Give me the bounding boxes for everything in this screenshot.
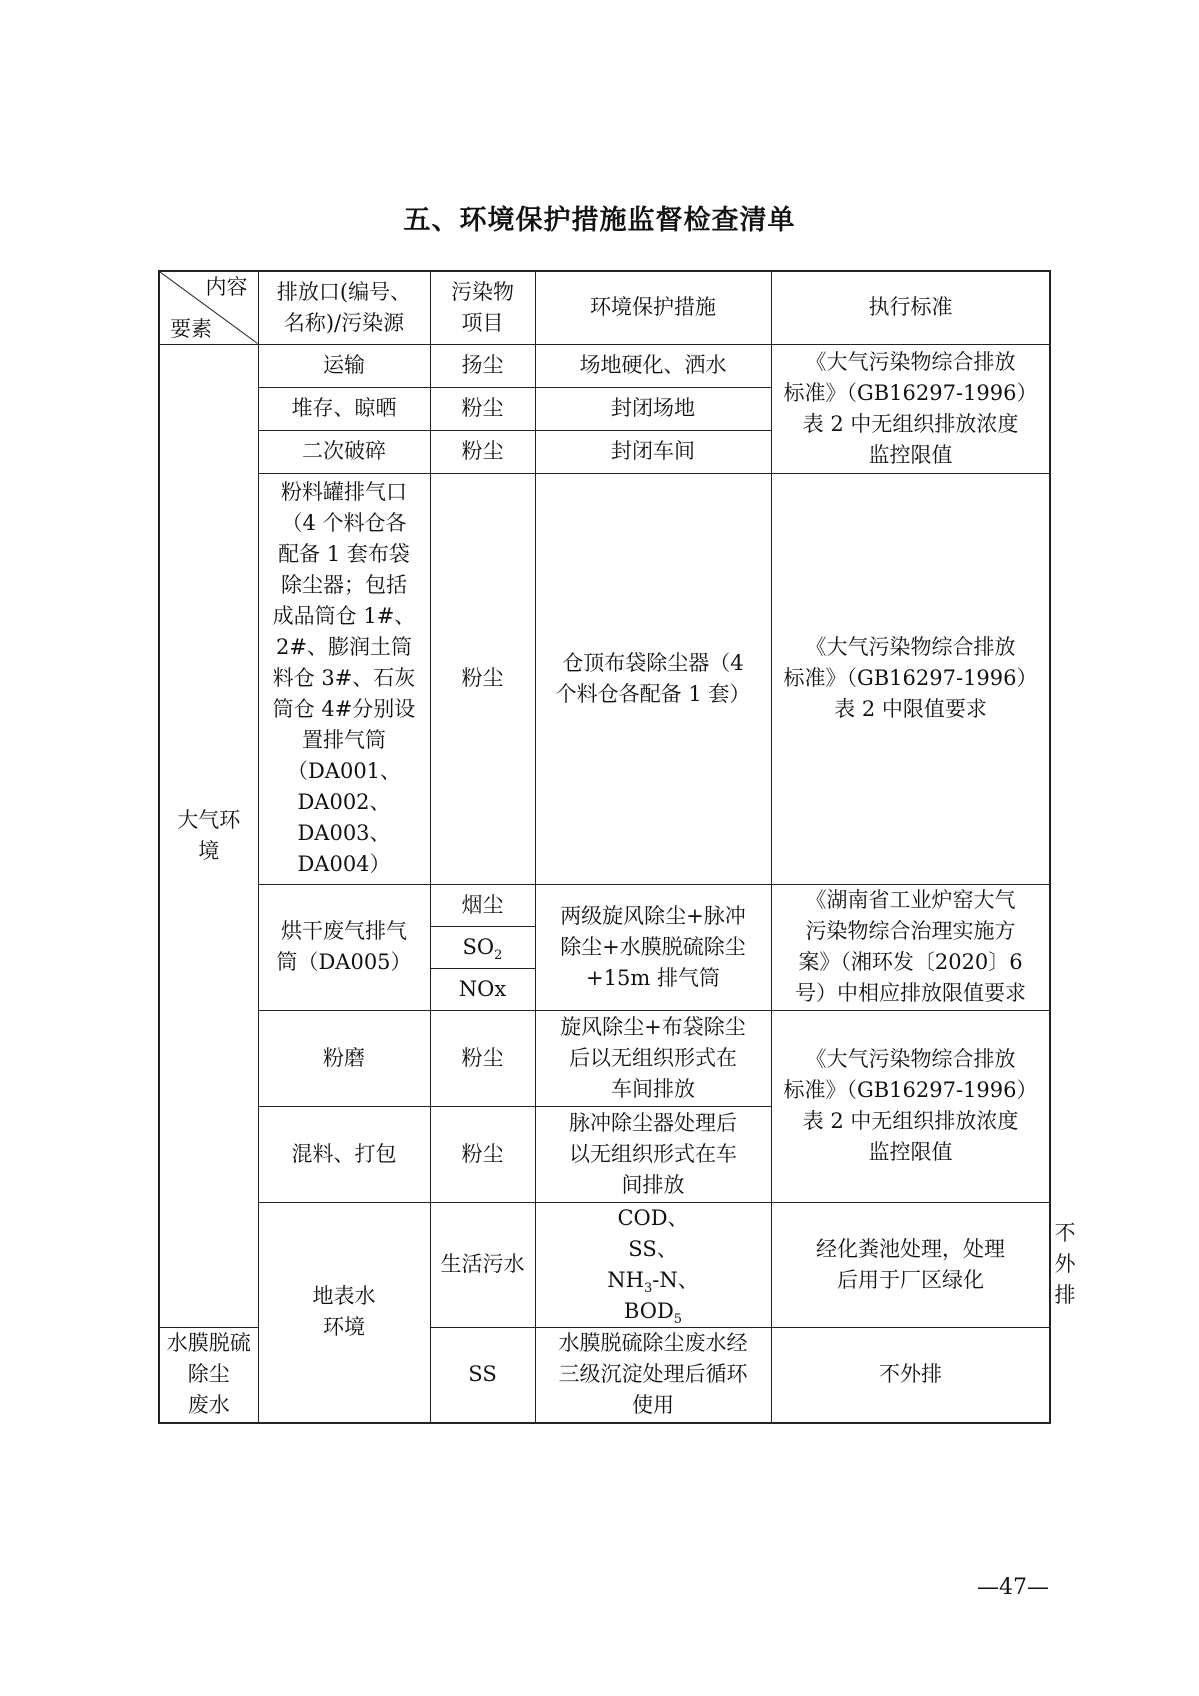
measure-cell: 场地硬化、洒水: [535, 344, 771, 387]
measure-cell: 经化粪池处理，处理 后用于厂区绿化: [771, 1202, 1050, 1327]
pollutant-cell: 粉尘: [430, 1106, 535, 1202]
header-standard: 执行标准: [771, 271, 1050, 344]
corner-header-element: 要素: [170, 316, 212, 341]
pollutant-cell: 粉尘: [430, 430, 535, 473]
measure-cell: 脉冲除尘器处理后 以无组织形式在车 间排放: [535, 1106, 771, 1202]
pollutant-cell: 扬尘: [430, 344, 535, 387]
corner-header-cell: [159, 271, 258, 344]
standard-cell: 《大气污染物综合排放 标准》（GB16297-1996） 表 2 中无组织排放浓度 监控限值: [771, 344, 1050, 473]
measure-cell: 仓顶布袋除尘器（4 个料仓各配备 1 套）: [535, 473, 771, 884]
pollutant-cell: [535, 1202, 771, 1327]
source-cell: 运输: [258, 344, 430, 387]
standard-cell: 《湖南省工业炉窑大气 污染物综合治理实施方 案》（湘环发〔2020〕6 号）中相应排放限值要求: [771, 884, 1050, 1010]
corner-header-content: 内容: [205, 275, 248, 299]
pollutant-nh3-suffix: -N、: [652, 1267, 699, 1292]
source-cell: 二次破碎: [258, 430, 430, 473]
table-row: [159, 1010, 1050, 1106]
table-row: [159, 344, 1050, 387]
pollutant-so2: SO: [462, 934, 495, 959]
source-cell: 粉磨: [258, 1010, 430, 1106]
subscript: 5: [673, 1311, 683, 1327]
measure-cell: 旋风除尘+布袋除尘 后以无组织形式在 车间排放: [535, 1010, 771, 1106]
source-cell: 烘干废气排气 筒（DA005）: [258, 884, 430, 1010]
category-air: 大气环 境: [159, 344, 258, 1327]
page-title: 五、环境保护措施监督检查清单: [403, 205, 796, 236]
header-source: 排放口(编号、 名称)/污染源: [258, 271, 430, 344]
table-row: [159, 884, 1050, 926]
source-cell: 堆存、晾晒: [258, 387, 430, 430]
pollutant-cell: 粉尘: [430, 387, 535, 430]
pollutant-cell: [430, 926, 535, 968]
measure-cell: 封闭场地: [535, 387, 771, 430]
inspection-table: [158, 270, 1076, 1424]
pollutant-cell: 烟尘: [430, 884, 535, 926]
measure-cell: 水膜脱硫除尘废水经 三级沉淀处理后循环 使用: [535, 1327, 771, 1423]
pollutant-nh3: NH: [607, 1267, 644, 1292]
measure-cell: 两级旋风除尘+脉冲 除尘+水膜脱硫除尘 +15m 排气筒: [535, 884, 771, 1010]
pollutant-cell: SS: [430, 1327, 535, 1423]
source-cell: 水膜脱硫除尘 废水: [159, 1327, 258, 1423]
pollutant-line: [540, 1265, 767, 1296]
pollutant-cell: NOx: [430, 968, 535, 1010]
table-row: [159, 473, 1050, 884]
subscript: 3: [643, 1280, 653, 1296]
category-water: 地表水 环境: [258, 1202, 430, 1423]
subscript: 2: [494, 947, 503, 963]
header-pollutant: 污染物 项目: [430, 271, 535, 344]
standard-cell: 不外排: [771, 1327, 1050, 1423]
pollutant-line: SS、: [628, 1236, 678, 1261]
standard-cell: 《大气污染物综合排放 标准》（GB16297-1996） 表 2 中限值要求: [771, 473, 1050, 884]
pollutant-bod: BOD: [623, 1298, 674, 1323]
pollutant-line: COD、: [617, 1205, 689, 1230]
source-cell: 粉料罐排气口 （4 个料仓各 配备 1 套布袋 除尘器；包括 成品筒仓 1#、 2#、膨润土筒 料仓 3#、石灰 筒仓 4#分别设 置排气筒 （DA001、 DA002、 DA003、 DA004）: [258, 473, 430, 884]
source-cell: 混料、打包: [258, 1106, 430, 1202]
table-row: 地表水 环境 生活污水 COD、 SS、 $NH_3-N$、 $BOD_5$ 经化粪池处理，处理 后用于厂区绿化 不外排: [159, 1202, 1050, 1327]
standard-cell: 《大气污染物综合排放 标准》（GB16297-1996） 表 2 中无组织排放浓度 监控限值: [771, 1010, 1050, 1202]
measure-cell: 封闭车间: [535, 430, 771, 473]
pollutant-line: [540, 1296, 767, 1327]
source-cell: 生活污水: [430, 1202, 535, 1327]
header-measure: 环境保护措施: [535, 271, 771, 344]
page-number: —47—: [977, 1575, 1049, 1600]
pollutant-cell: 粉尘: [430, 1010, 535, 1106]
pollutant-cell: 粉尘: [430, 473, 535, 884]
table-header-row: [159, 271, 1050, 344]
